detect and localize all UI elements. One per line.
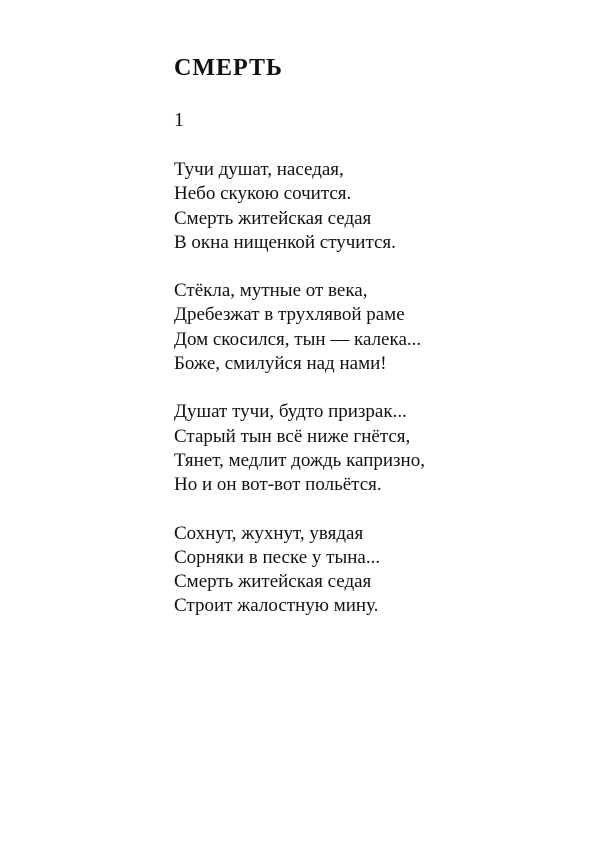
verse-line: Душат тучи, будто призрак...: [174, 401, 407, 423]
poem: [174, 50, 554, 619]
stanza-3: [174, 400, 554, 497]
verse-line: Боже, смилуйся над нами!: [174, 353, 387, 375]
part-number: 1: [174, 109, 184, 131]
verse-line: Старый тын всё ниже гнётся,: [174, 425, 411, 447]
stanza-4: [174, 522, 554, 619]
poem-title: СМЕРТЬ: [174, 55, 283, 81]
stanza-2: [174, 279, 554, 376]
verse-line: Смерть житейская седая: [174, 207, 372, 229]
verse-line: Тучи душат, наседая,: [174, 159, 344, 180]
verse-line: Тянет, медлит дождь капризно,: [174, 449, 425, 471]
verse-line: В окна нищенкой стучится.: [174, 231, 396, 253]
verse-line: Сорняки в песке у тына...: [174, 546, 381, 568]
verse-line: Смерть житейская седая: [174, 571, 372, 593]
verse-line: Сохнут, жухнут, увядая: [174, 522, 364, 544]
verse-line: Небо скукою сочится.: [174, 183, 352, 205]
verse-line: Но и он вот-вот польётся.: [174, 474, 382, 496]
verse-line: Стёкла, мутные от века,: [174, 280, 368, 302]
verse-line: Дом скосился, тын — калека...: [174, 328, 422, 350]
stanza-1: [174, 158, 554, 255]
verse-line: Строит жалостную мину.: [174, 595, 379, 617]
verse-line: Дребезжат в трухлявой раме: [174, 304, 405, 326]
